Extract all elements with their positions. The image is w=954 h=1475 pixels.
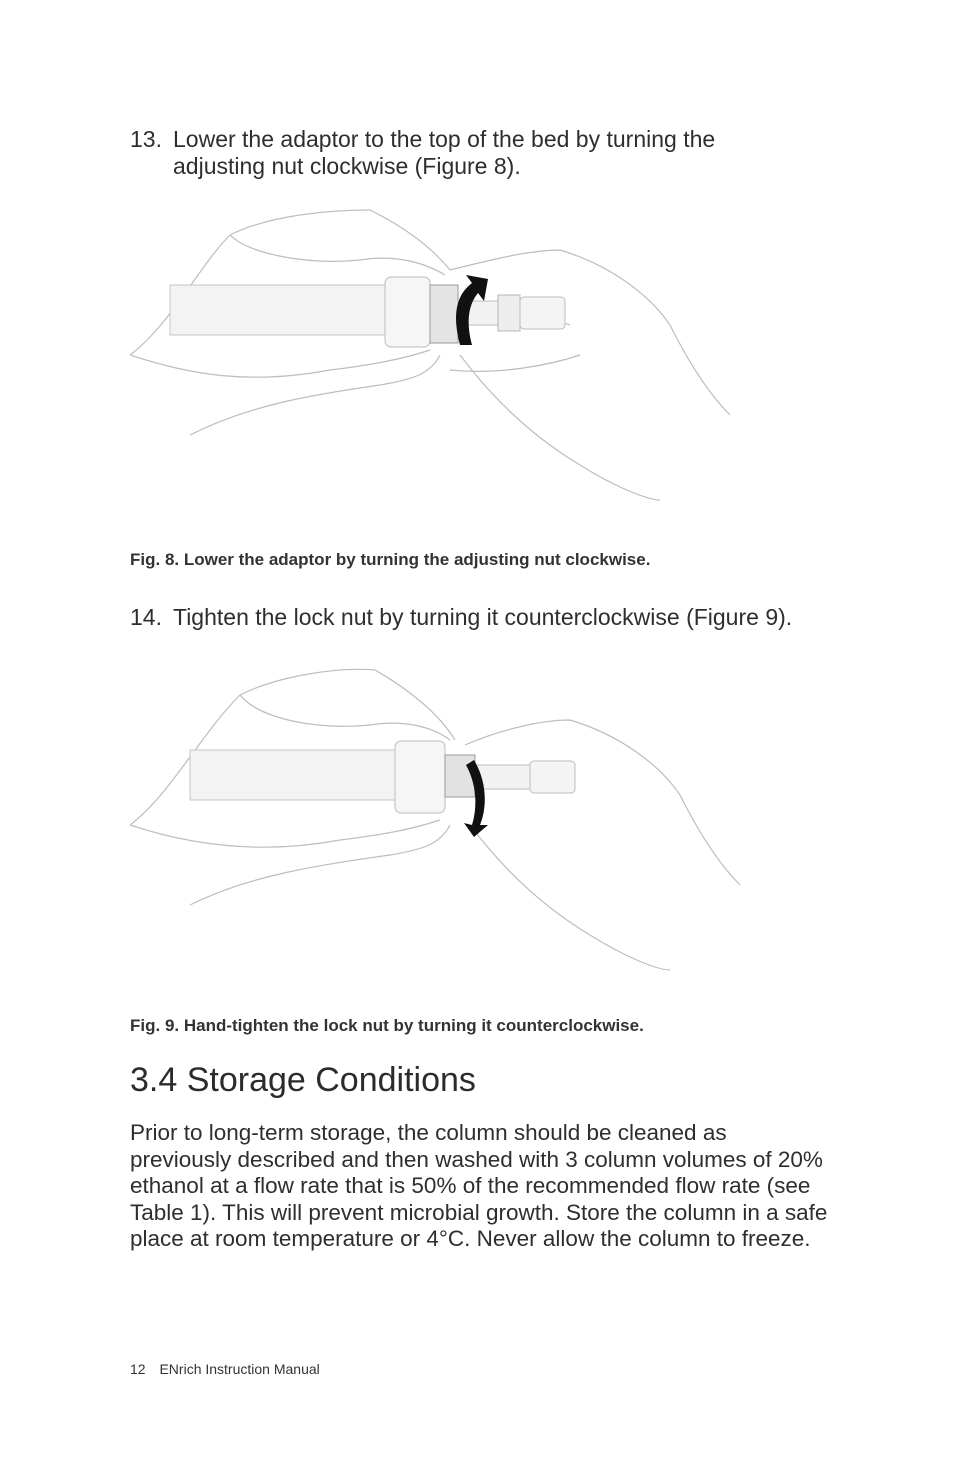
hands-drawing xyxy=(130,669,740,970)
section-heading: 3.4 Storage Conditions xyxy=(130,1061,476,1099)
hands-drawing xyxy=(130,210,730,500)
step-text: Lower the adaptor to the top of the bed by turning the adjusting nut clockwise (Figure 8). xyxy=(173,126,716,179)
step-number: 14. xyxy=(130,604,162,630)
page-footer xyxy=(130,1361,320,1377)
manual-title: ENrich Instruction Manual xyxy=(159,1361,320,1377)
step-14 xyxy=(130,604,830,631)
section-body-text: Prior to long-term storage, the column should be cleaned as previously described and then washed with 3 column volumes of 20% ethanol at a flow rate that is 50% of the recommended flow rate (see Table 1). This will prevent microbial growth. Store the column in a safe place at room temperature or 4°C. Never allow the column to freeze. xyxy=(130,1120,828,1251)
page-number: 12 xyxy=(130,1361,146,1377)
step-text: Tighten the lock nut by turning it counterclockwise (Figure 9). xyxy=(173,604,793,630)
figure-9-illustration xyxy=(130,665,750,975)
figure-9-caption: Fig. 9. Hand-tighten the lock nut by turning it counterclockwise. xyxy=(130,1016,644,1035)
column-assembly xyxy=(190,741,575,813)
figure-8-caption: Fig. 8. Lower the adaptor by turning the adjusting nut clockwise. xyxy=(130,550,651,569)
step-number: 13. xyxy=(130,126,162,152)
figure-8-illustration xyxy=(130,205,750,505)
step-13 xyxy=(130,126,770,180)
column-assembly xyxy=(170,277,565,347)
